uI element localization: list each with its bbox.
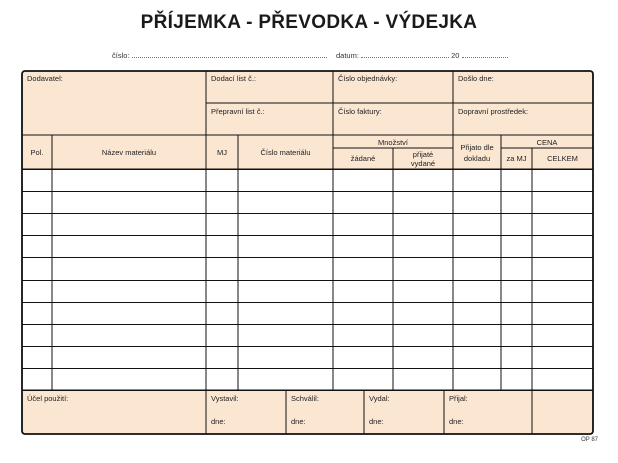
vydal-dne-label: dne: bbox=[369, 417, 384, 426]
dodavatel-label: Dodavatel: bbox=[27, 74, 63, 83]
col-prijate-text: přijaté bbox=[412, 150, 434, 159]
form-code: OP 87 bbox=[581, 437, 598, 443]
cislo-objednavky-label: Číslo objednávky: bbox=[338, 74, 398, 83]
col-pol: Pol. bbox=[30, 148, 44, 157]
dodaci-list-label: Dodací list č.: bbox=[211, 74, 257, 83]
doslo-dne-label: Došlo dne: bbox=[458, 74, 494, 83]
year-prefix: 20 bbox=[451, 51, 460, 60]
prijal-label: Přijal: bbox=[449, 394, 468, 403]
prijal-dne-label: dne: bbox=[449, 417, 464, 426]
ucel-pouziti-label: Účel použití: bbox=[27, 394, 69, 403]
datum-label: datum: bbox=[336, 51, 359, 60]
col-vydane-text: vydané bbox=[410, 159, 436, 168]
schvalil-dne-label: dne: bbox=[291, 417, 306, 426]
col-nazev: Název materiálu bbox=[101, 148, 157, 157]
col-cena: CENA bbox=[536, 138, 558, 147]
vystavil-dne-label: dne: bbox=[211, 417, 226, 426]
fill-footer-end bbox=[532, 390, 593, 434]
col-prijato-dle-dokladu bbox=[453, 142, 501, 164]
col-zadane: žádané bbox=[350, 154, 376, 163]
form-title: PŘÍJEMKA - PŘEVODKA - VÝDEJKA bbox=[140, 12, 478, 33]
col-prijato-text: Přijato dle bbox=[460, 143, 494, 152]
cislo-label: číslo: bbox=[112, 51, 130, 60]
cislo-faktury-label: Číslo faktury: bbox=[338, 107, 382, 116]
col-mnozstvi: Množství bbox=[377, 138, 408, 147]
col-prijate-vydane bbox=[393, 150, 453, 168]
prepravni-list-label: Přepravní list č.: bbox=[211, 107, 265, 116]
col-mj: MJ bbox=[217, 148, 227, 157]
dopravni-prostredek-label: Dopravní prostředek: bbox=[458, 107, 529, 116]
col-dokladu-text: dokladu bbox=[463, 154, 491, 163]
col-celkem: CELKEM bbox=[547, 154, 578, 163]
col-za-mj: za MJ bbox=[506, 154, 527, 163]
schvalil-label: Schválil: bbox=[291, 394, 319, 403]
col-cislo-materialu: Číslo materiálu bbox=[260, 148, 311, 157]
vydal-label: Vydal: bbox=[369, 394, 390, 403]
vystavil-label: Vystavil: bbox=[211, 394, 239, 403]
